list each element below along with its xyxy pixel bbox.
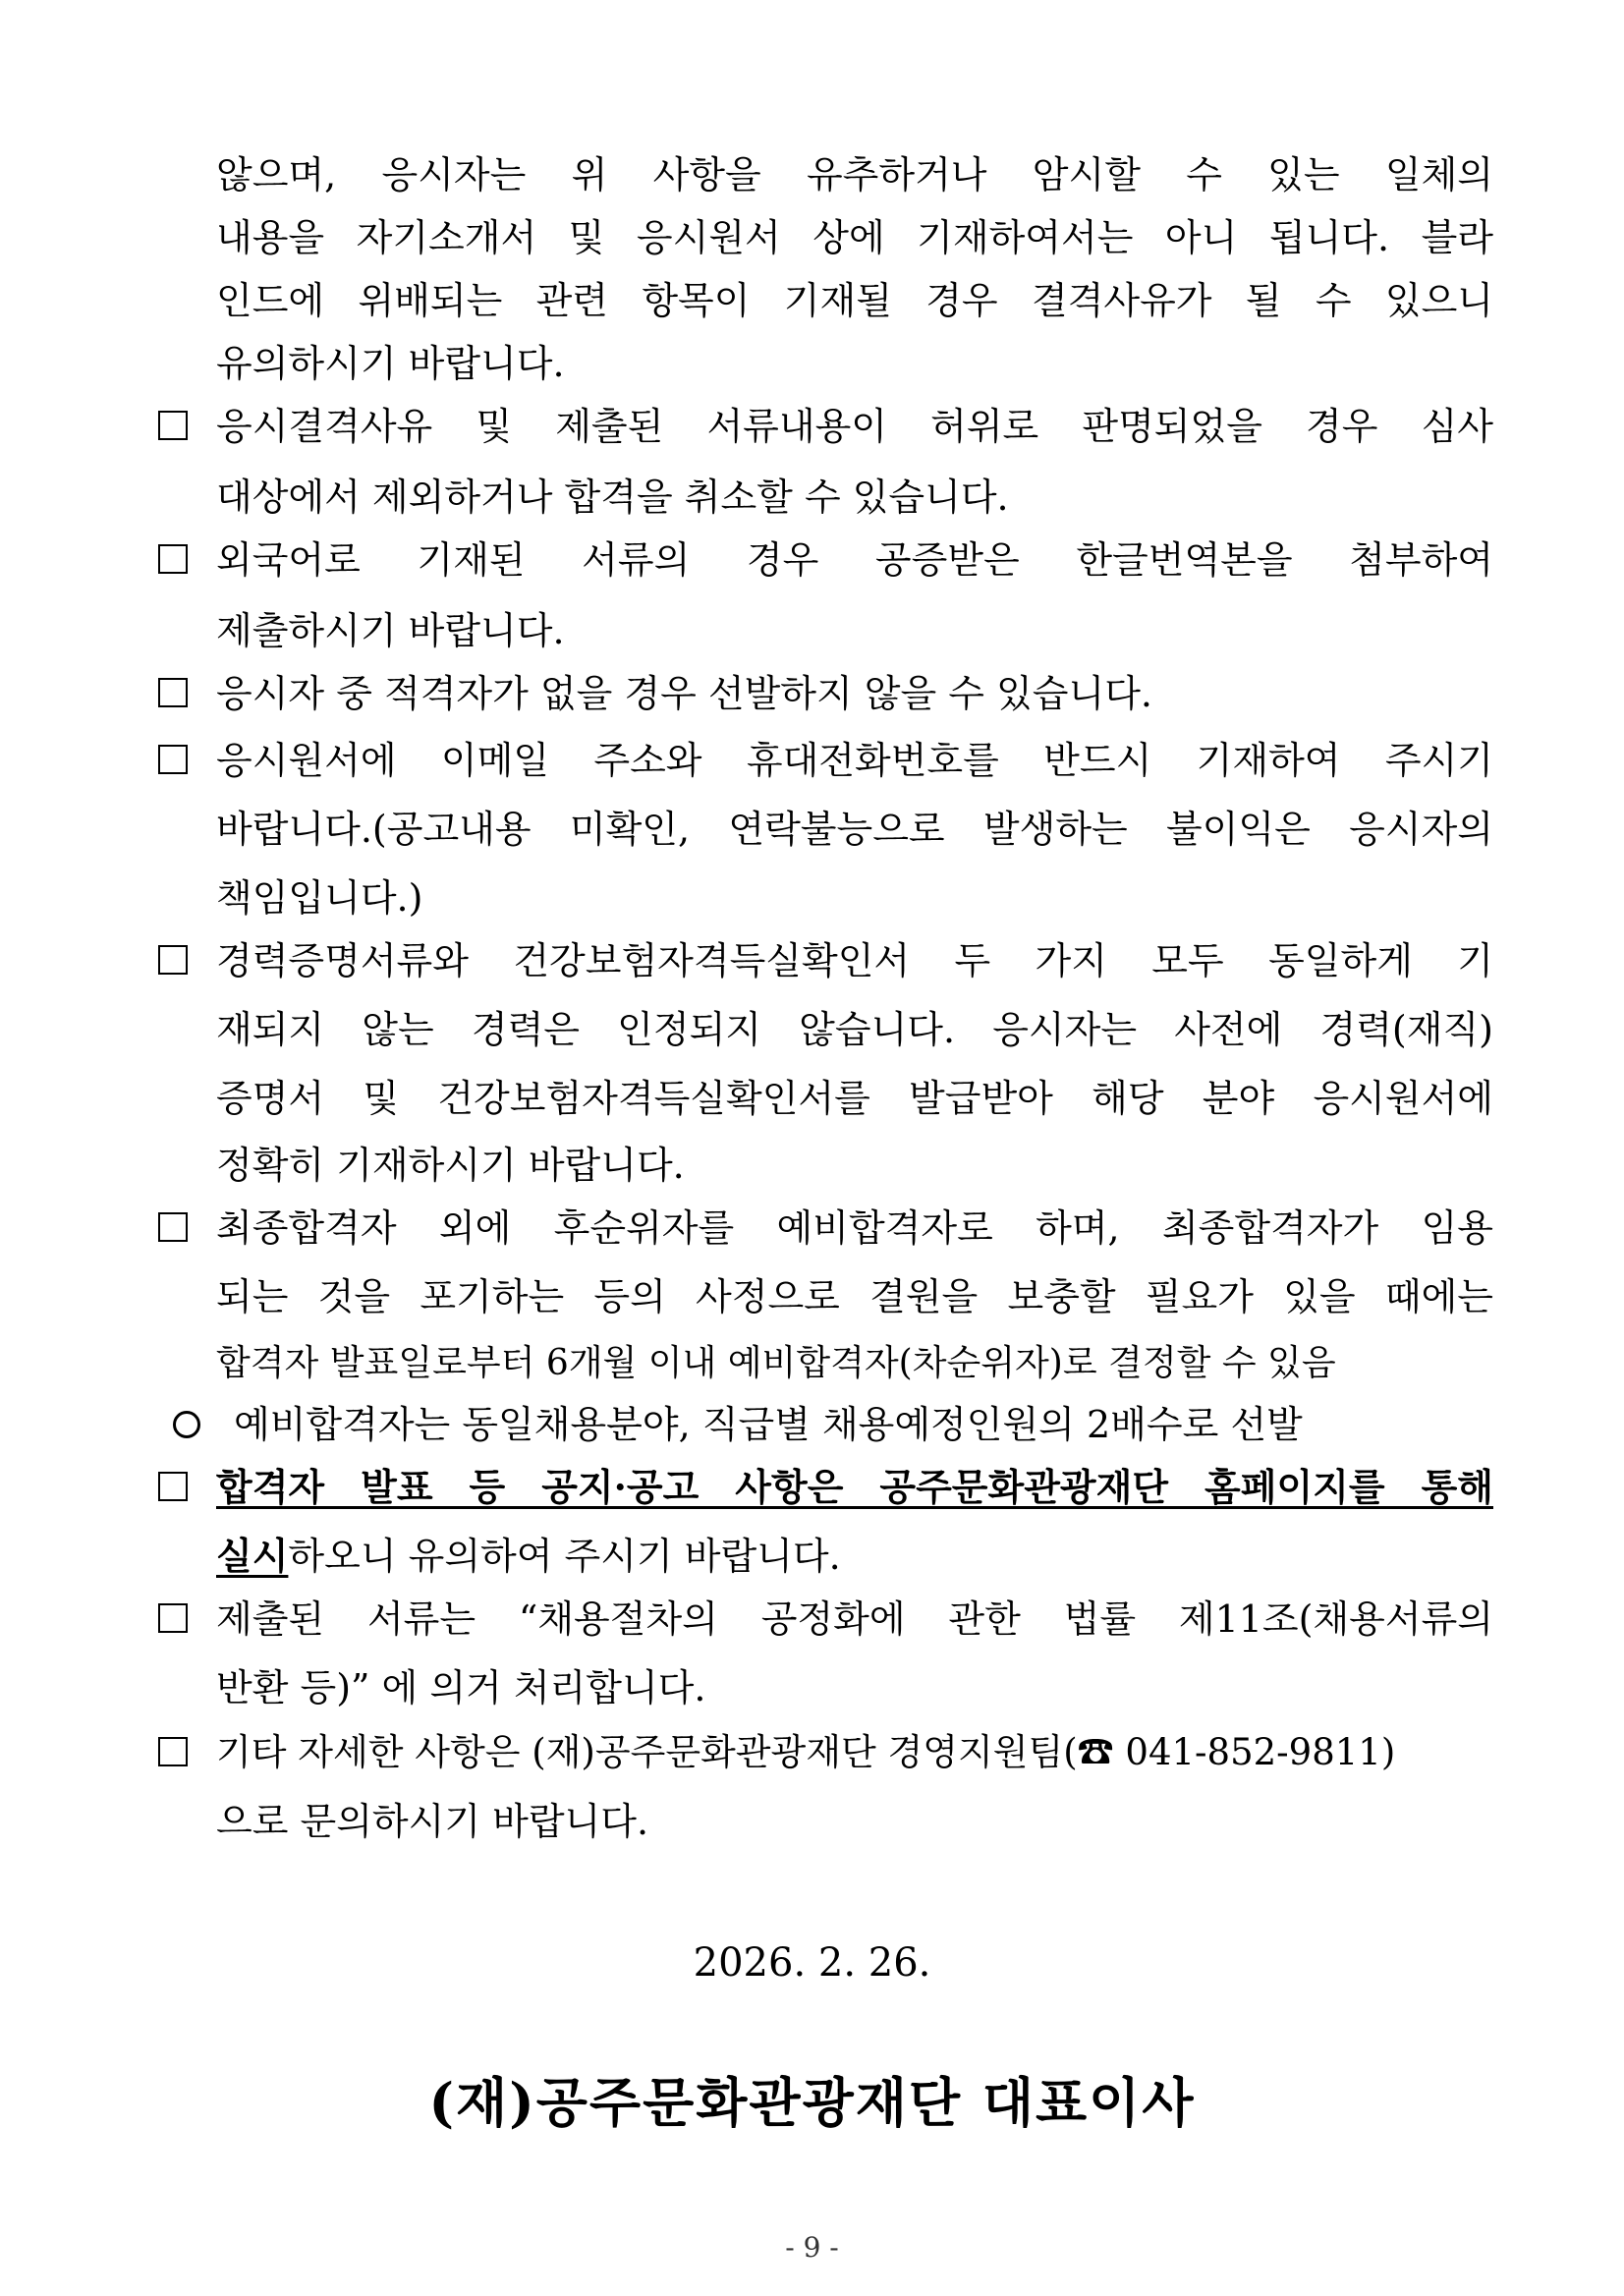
paragraph-line: 합격자 발표일로부터 6개월 이내 예비합격자(차순위자)로 결정할 수 있음 (216, 1343, 1336, 1383)
notice-rest-text: 하오니 유의하여 주시기 바랍니다. (288, 1535, 841, 1578)
page-number: - 9 - (785, 2231, 839, 2264)
paragraph-line: 책임입니다.) (216, 876, 423, 920)
paragraph-line: 유의하시기 바랍니다. (216, 342, 565, 385)
notice-bold-line: 합격자 발표 등 공지·공고 사항은 공주문화관광재단 홈페이지를 통해 (216, 1465, 1493, 1509)
checkbox-bullet-icon (158, 1212, 188, 1242)
paragraph-line: 응시원서에 이메일 주소와 휴대전화번호를 반드시 기재하여 주시기 (216, 739, 1493, 782)
paragraph-line (216, 1525, 1493, 1588)
signer-title: (재)공주문화관광재단 대표이사 (428, 2071, 1196, 2134)
paragraph-line: 기타 자세한 사항은 (재)공주문화관광재단 경영지원팀(☎ 041-852-9811) (216, 1731, 1396, 1773)
paragraph-line: 응시자 중 적격자가 없을 경우 선발하지 않을 수 있습니다. (216, 672, 1152, 715)
paragraph-line: 으로 문의하시기 바랍니다. (216, 1800, 649, 1843)
paragraph-line: 반환 등)” 에 의거 처리합니다. (216, 1666, 706, 1709)
checkbox-bullet-icon (158, 745, 188, 774)
paragraph-line: 응시결격사유 및 제출된 서류내용이 허위로 판명되었을 경우 심사 (216, 405, 1493, 448)
paragraph-line: 인드에 위배되는 관련 항목이 기재될 경우 결격사유가 될 수 있으니 (216, 279, 1493, 322)
checkbox-bullet-icon (158, 544, 188, 574)
paragraph-line: 않으며, 응시자는 위 사항을 유추하거나 암시할 수 있는 일체의 (216, 153, 1493, 196)
paragraph-line: 되는 것을 포기하는 등의 사정으로 결원을 보충할 필요가 있을 때에는 (216, 1275, 1493, 1318)
checkbox-bullet-icon (158, 945, 188, 975)
paragraph-line: 재되지 않는 경력은 인정되지 않습니다. 응시자는 사전에 경력(재직) (216, 1008, 1493, 1051)
paragraph-line: 제출된 서류는 “채용절차의 공정화에 관한 법률 제11조(채용서류의 (216, 1597, 1493, 1641)
notice-bold-text: 실시 (216, 1534, 289, 1578)
checkbox-bullet-icon (158, 1737, 188, 1766)
paragraph-line: 정확히 기재하시기 바랍니다. (216, 1144, 685, 1187)
paragraph-line: 증명서 및 건강보험자격득실확인서를 발급받아 해당 분야 응시원서에 (216, 1077, 1493, 1120)
paragraph-line: 제출하시기 바랍니다. (216, 609, 565, 652)
paragraph-line: 대상에서 제외하거나 합격을 취소할 수 있습니다. (216, 476, 1009, 519)
paragraph-line: 예비합격자는 동일채용분야, 직급별 채용예정인원의 2배수로 선발 (234, 1403, 1303, 1446)
circle-bullet-icon (173, 1411, 200, 1438)
checkbox-bullet-icon (158, 1603, 188, 1633)
paragraph-line: 바랍니다.(공고내용 미확인, 연락불능으로 발생하는 불이익은 응시자의 (216, 808, 1493, 851)
paragraph-line: 외국어로 기재된 서류의 경우 공증받은 한글번역본을 첨부하여 (216, 538, 1493, 582)
checkbox-bullet-icon (158, 1472, 188, 1501)
paragraph-line: 최종합격자 외에 후순위자를 예비합격자로 하며, 최종합격자가 임용 (216, 1206, 1493, 1250)
paragraph-line: 경력증명서류와 건강보험자격득실확인서 두 가지 모두 동일하게 기 (216, 939, 1493, 982)
document-date: 2026. 2. 26. (693, 1940, 931, 1986)
checkbox-bullet-icon (158, 678, 188, 707)
checkbox-bullet-icon (158, 411, 188, 440)
paragraph-line: 내용을 자기소개서 및 응시원서 상에 기재하여서는 아니 됩니다. 블라 (216, 216, 1493, 259)
